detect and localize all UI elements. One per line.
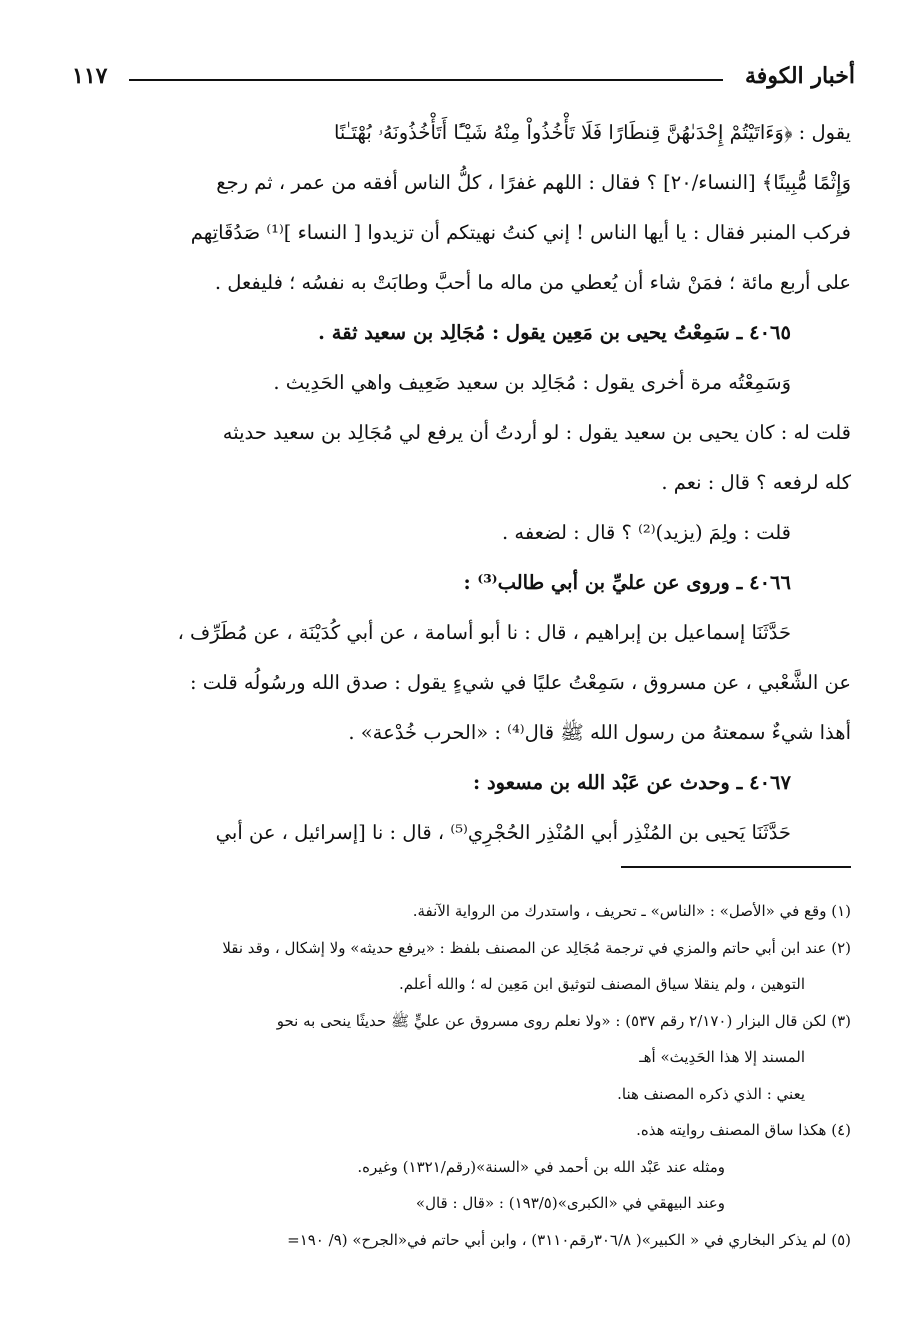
body-line: قلت له : كان يحيى بن سعيد يقول : لو أردتُ أن يرفع لي مُجَالِد بن سعيد حديثه <box>222 421 851 444</box>
running-title: أخبار الكوفة <box>745 63 855 89</box>
main-text <box>72 108 851 858</box>
footnote-separator <box>621 866 851 868</box>
footnote: (١) وقع في «الأصل» : «الناس» ـ تحريف ، واستدرك من الرواية الآنفة. <box>412 902 851 920</box>
footnote: (٣) لكن قال البزار (٢/١٧٠ رقم ٥٣٧) : «ولا نعلم روى مسروق عن عليٍّ ﷺ حديثًا ينحى به نحو <box>276 1011 851 1030</box>
footnote-continuation: وعند البيهقي في «الكبرى»(١٩٣/٥) : «قال : قال» <box>415 1194 725 1212</box>
entry-4065-heading <box>72 308 851 358</box>
body-line: على أربع مائة ؛ فمَنْ شاء أن يُعطي من ماله ما أحبَّ وطابَتْ به نفسُه ؛ فليفعل . <box>214 271 851 294</box>
body-line: حَدَّثَنَا إسماعيل بن إبراهيم ، قال : نا أبو أسامة ، عن أبي كُدَيْنَة ، عن مُطَرِّف ، <box>177 621 791 644</box>
running-header <box>72 56 855 96</box>
entry-heading-text: ـ وحدث عن عَبْد الله بن مسعود : <box>473 771 743 794</box>
body-line: فركب المنبر فقال : يا أيها الناس ! إني كنتُ نهيتكم أن تزيدوا [ النساء ]⁽¹⁾ صَدُقَاتِهم <box>190 221 851 244</box>
footnote: (٤) هكذا ساق المصنف روايته هذه. <box>636 1121 851 1139</box>
footnote-continuation: ومثله عند عَبْد الله بن أحمد في «السنة»(رقم/١٣٢١) وغيره. <box>357 1157 725 1176</box>
entry-number: ٤٠٦٥ <box>749 321 791 344</box>
footnote: (٢) عند ابن أبي حاتم والمزي في ترجمة مُجَالِد عن المصنف بلفظ : «يرفع حديثه» ولا إشكال ، وقد نقلا <box>222 938 851 957</box>
body-line: حَدَّثَنَا يَحيى بن المُنْذِر أبي المُنْذِر الحُجْرِي⁽⁵⁾ ، قال : نا [إسرائيل ، عن أبي <box>215 821 791 844</box>
body-line: كله لرفعه ؟ قال : نعم . <box>661 471 851 494</box>
body-line: وَسَمِعْتُه مرة أخرى يقول : مُجَالِد بن سعيد ضَعِيف واهي الحَدِيث . <box>273 371 791 394</box>
entry-heading-text: ـ وروى عن عليِّ بن أبي طالب⁽³⁾ : <box>463 571 743 594</box>
footnote-continuation: يعني : الذي ذكره المصنف هنا. <box>617 1084 805 1103</box>
body-line: عن الشَّعْبي ، عن مسروق ، سَمِعْتُ عليًا في شيءٍ يقول : صدق الله ورسُولُه قلت : <box>189 671 851 694</box>
entry-number: ٤٠٦٧ <box>749 771 791 794</box>
footnote-continuation: المسند إلا هذا الحَدِيث» أهـ <box>639 1048 805 1066</box>
footnote: (٥) لم يذكر البخاري في « الكبير»( ٣٠٦/٨رقم٣١١٠) ، وابن أبي حاتم في«الجرح» (٩/ ١٩٠= <box>287 1230 851 1249</box>
footnotes <box>72 893 851 1258</box>
entry-heading-text: ـ سَمِعْتُ يحيى بن مَعِين يقول : مُجَالِد بن سعيد ثقة . <box>318 321 743 344</box>
entry-4066-heading <box>72 558 851 608</box>
entry-number: ٤٠٦٦ <box>749 571 791 594</box>
page-number: ١١٧ <box>72 63 108 89</box>
body-line: أهذا شيءٌ سمعتهُ من رسول الله ﷺ قال⁽⁴⁾ : «الحرب خُدْعة» . <box>348 721 851 744</box>
entry-4067-heading <box>72 758 851 808</box>
header-rule <box>129 79 723 81</box>
body-line: قلت : ولِمَ (يزيد)⁽²⁾ ؟ قال : لضعفه . <box>501 521 791 544</box>
footnote-continuation: التوهين ، ولم ينقلا سياق المصنف لتوثيق ابن مَعِين له ؛ والله أعلم. <box>399 975 805 993</box>
body-line: يقول : ﴿وَءَاتَيْتُمْ إِحْدَىٰهُنَّ قِنطَارًا فَلَا تَأْخُذُواْ مِنْهُ شَيْـًٔا أَتَأْخُذُونَهُۥ بُهْتَـٰنًا <box>333 121 851 144</box>
body-line: وَإِثْمًا مُّبِينًا﴾ [النساء/٢٠] ؟ فقال : اللهم غفرًا ، كلُّ الناس أفقه من عمر ، ثم رجع <box>216 171 851 194</box>
